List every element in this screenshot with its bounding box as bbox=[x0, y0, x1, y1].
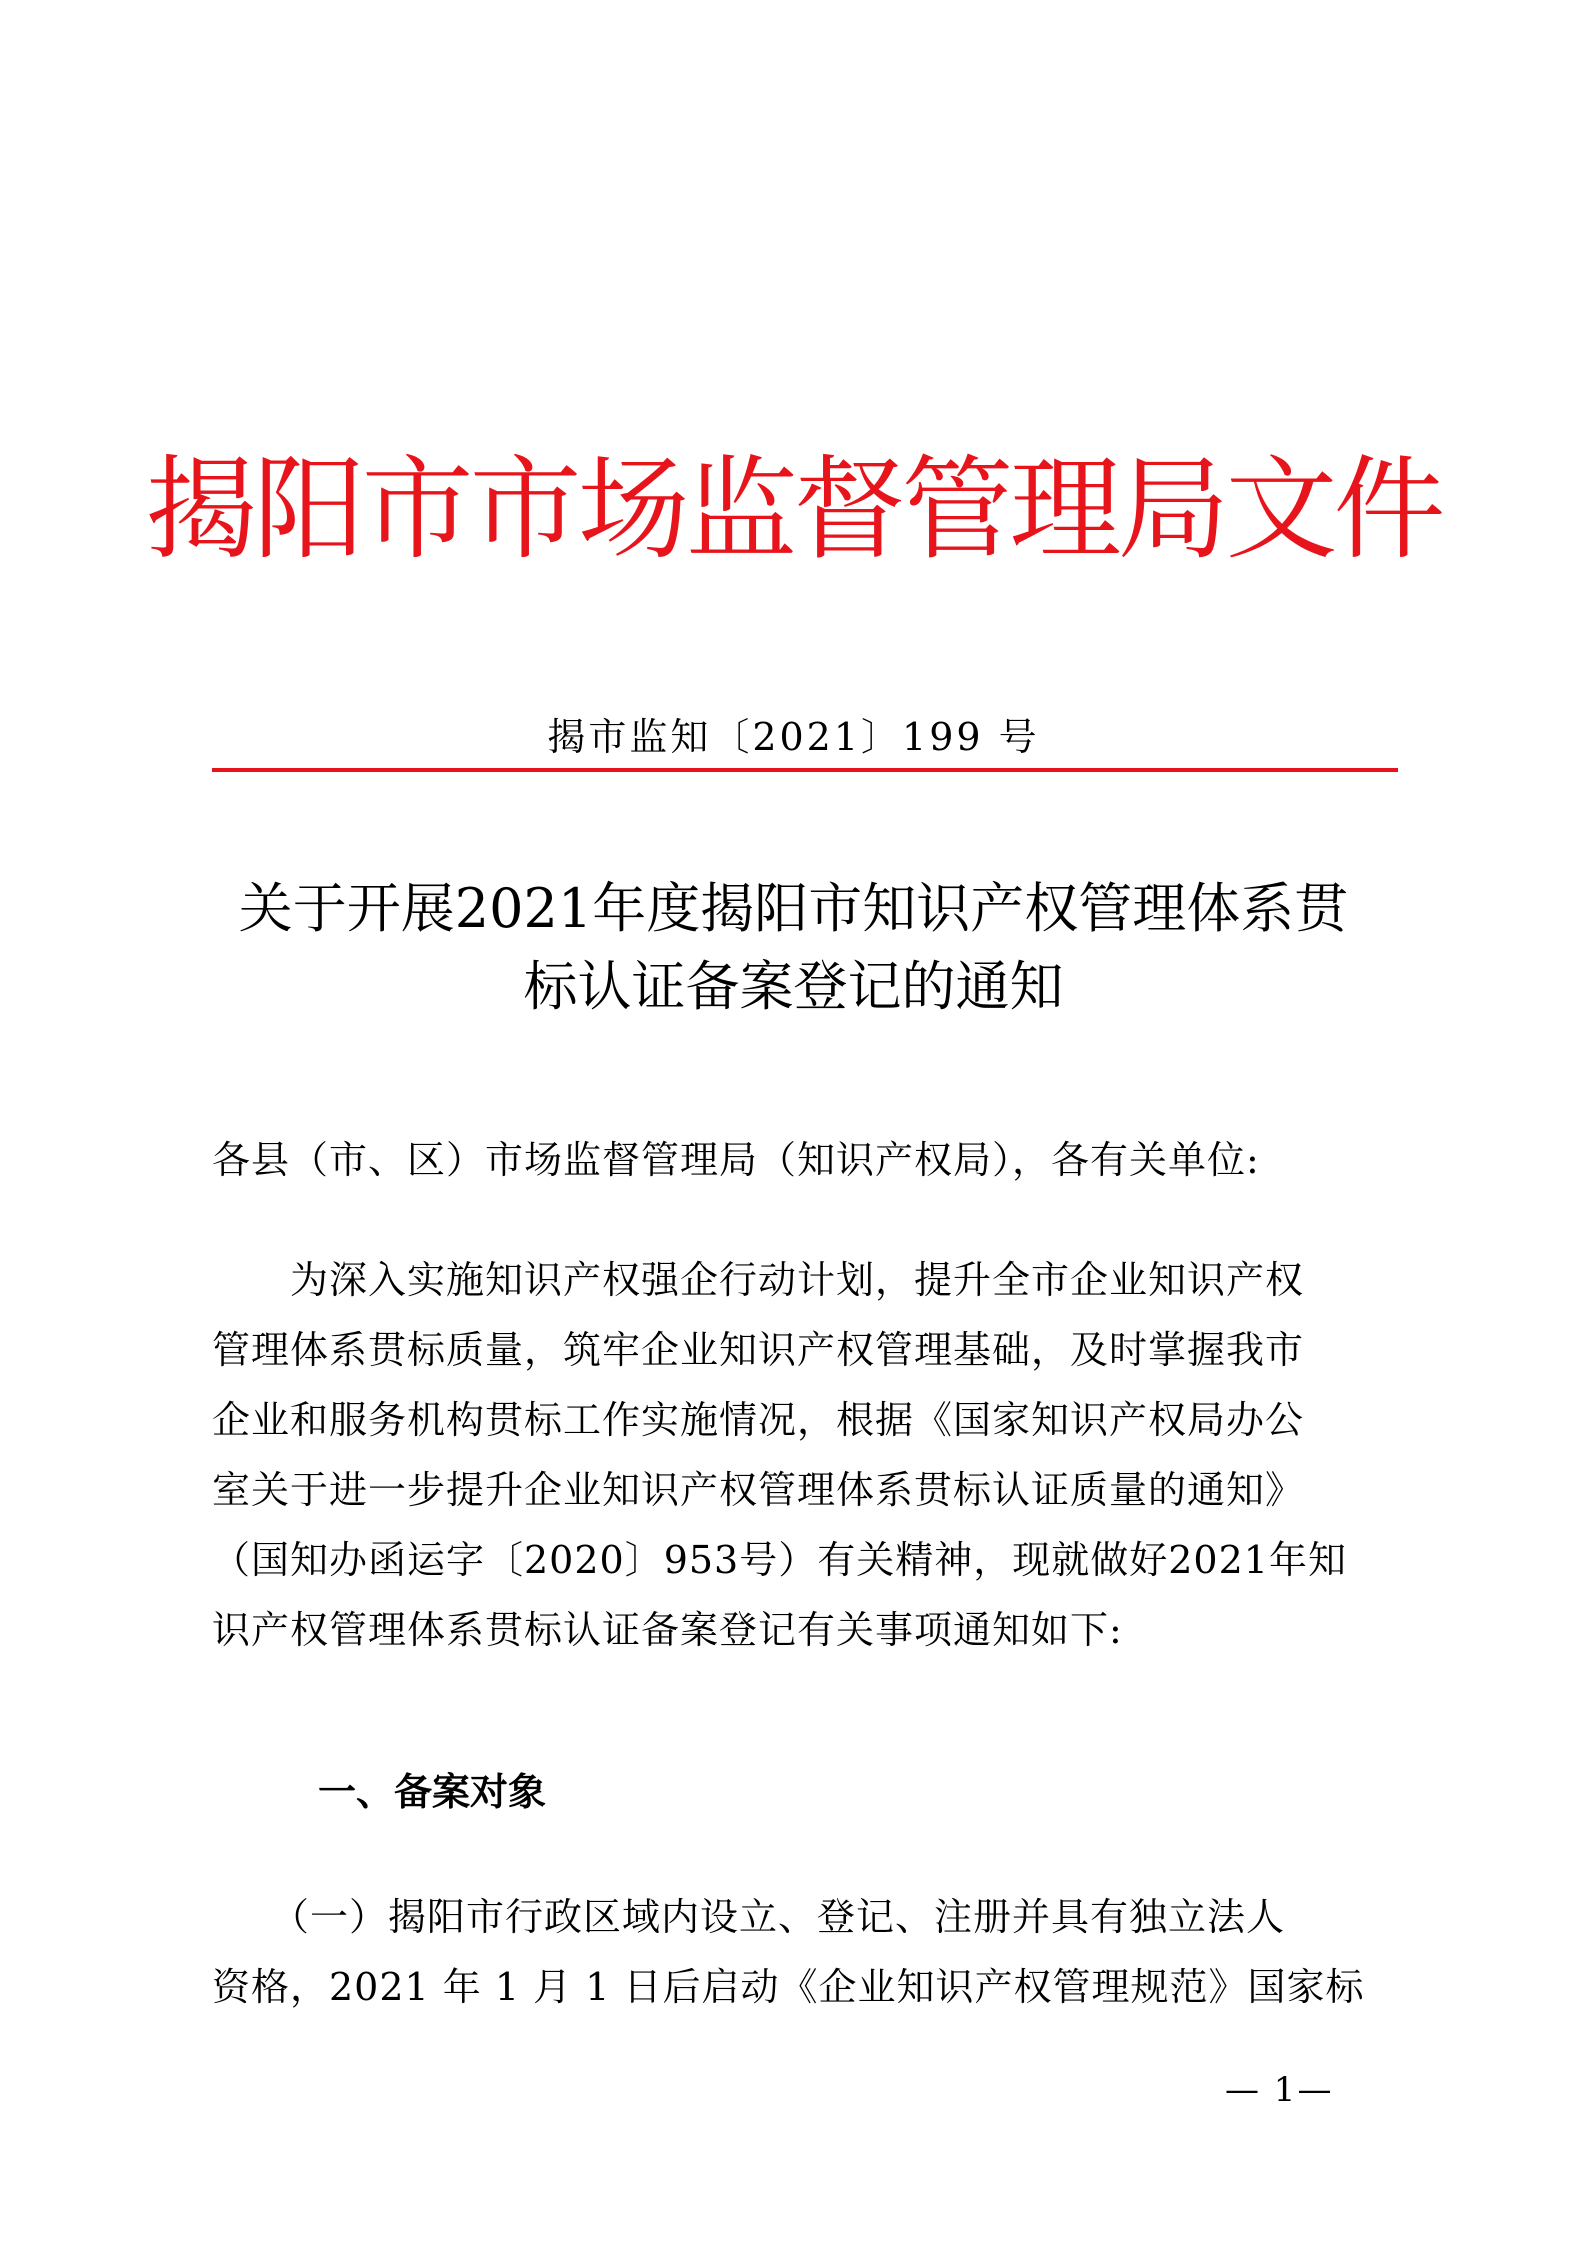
paragraph-line: 管理体系贯标质量，筑牢企业知识产权管理基础，及时掌握我市 bbox=[212, 1328, 1305, 1372]
paragraph-line: 为深入实施知识产权强企行动计划，提升全市企业知识产权 bbox=[212, 1258, 1305, 1302]
paragraph-line: （一）揭阳市行政区域内设立、登记、注册并具有独立法人 bbox=[212, 1895, 1286, 1939]
salutation: 各县（市、区）市场监督管理局（知识产权局），各有关单位: bbox=[212, 1138, 1260, 1182]
paragraph-line: （国知办函运字〔2020〕953号）有关精神，现就做好2021年知 bbox=[212, 1538, 1347, 1582]
paragraph-section-1 bbox=[212, 1882, 1398, 2022]
red-divider-rule bbox=[212, 768, 1398, 772]
paragraph-line: 室关于进一步提升企业知识产权管理体系贯标认证质量的通知》 bbox=[212, 1468, 1305, 1512]
notice-title-line-2: 标认证备案登记的通知 bbox=[523, 955, 1064, 1018]
paragraph-intro bbox=[212, 1245, 1398, 1665]
paragraph-line: 企业和服务机构贯标工作实施情况，根据《国家知识产权局办公 bbox=[212, 1398, 1305, 1442]
section-heading: 一、备案对象 bbox=[318, 1770, 547, 1814]
paragraph-line: 资格，2021 年 1 月 1 日后启动《企业知识产权管理规范》国家标 bbox=[212, 1965, 1365, 2009]
notice-title bbox=[180, 870, 1407, 1026]
masthead-title: 揭阳市市场监督管理局文件 bbox=[145, 445, 1442, 575]
paragraph-line: 识产权管理体系贯标认证备案登记有关事项通知如下: bbox=[212, 1608, 1123, 1652]
document-number: 揭市监知〔2021〕199 号 bbox=[547, 715, 1040, 759]
page-number: — 1— bbox=[1225, 2070, 1334, 2110]
notice-title-line-1: 关于开展2021年度揭阳市知识产权管理体系贯 bbox=[238, 877, 1349, 940]
